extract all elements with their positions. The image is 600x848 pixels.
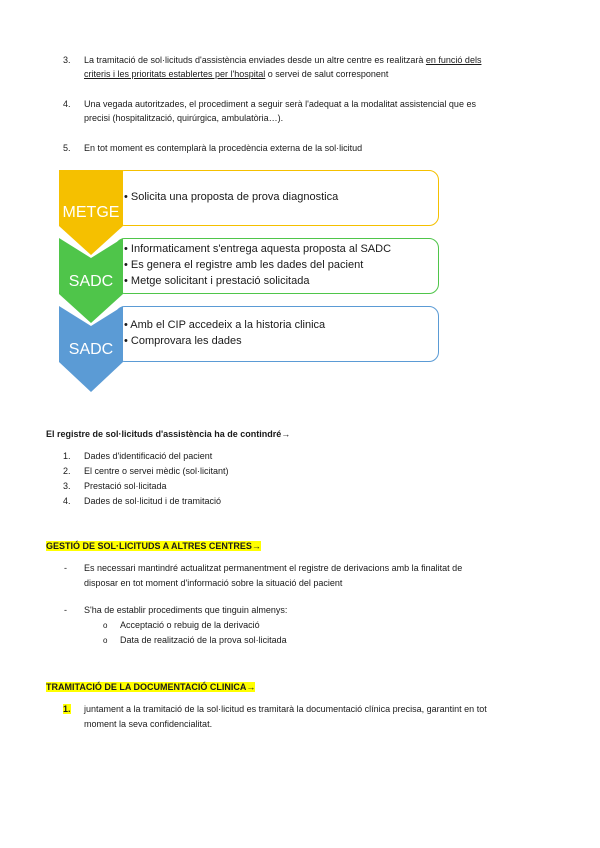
list-item-3-line1: La tramitació de sol·licituds d'assistència enviades desde un altre centre es realitzarà en funció dels: [84, 55, 482, 65]
registre-heading: El registre de sol·licituds d'assistència ha de contindré→: [46, 429, 291, 439]
step-label-sadc-1: SADC: [68, 273, 114, 290]
step-item: • Comprovara les dades: [124, 335, 242, 347]
list-number: 3.: [63, 55, 71, 65]
step-box-metge: [115, 170, 439, 226]
circle-bullet: o: [103, 621, 108, 630]
registre-item: Prestació sol·licitada: [84, 481, 167, 491]
list-number: 4.: [63, 99, 71, 109]
list-item-4-line1: Una vegada autoritzades, el procediment a seguir serà l'adequat a la modalitat assistencial que es: [84, 99, 476, 109]
step-item: • Metge solicitant i prestació solicitada: [124, 275, 310, 287]
registre-item: El centre o servei mèdic (sol·licitant): [84, 466, 229, 476]
step-box-sadc-1: [115, 238, 439, 294]
tramitacio-line2: moment la seva confidencialitat.: [84, 719, 213, 729]
gestio-procediments: S'ha de establir procediments que tinguin almenys:: [84, 605, 288, 615]
step-item: • Es genera el registre amb les dades del pacient: [124, 259, 364, 271]
list-number: 5.: [63, 143, 71, 153]
arrow-right-icon: →: [246, 682, 256, 692]
gestio-text-line1: Es necessari mantindré actualitzat permanentment el registre de derivacions amb la finalitat de: [84, 563, 463, 573]
gestio-sub-item: Acceptació o rebuig de la derivació: [120, 620, 260, 630]
step-label-metge: METGE: [62, 204, 120, 221]
step-item: • Informaticament s'entrega aquesta proposta al SADC: [124, 243, 392, 255]
gestio-sub-item: Data de realització de la prova sol·licitada: [120, 635, 287, 645]
dash-bullet: -: [64, 605, 67, 615]
list-item-5-line1: En tot moment es contemplarà la procedència externa de la sol·licitud: [84, 143, 363, 153]
list-number: 4.: [63, 496, 71, 506]
arrow-right-icon: →: [281, 429, 291, 439]
gestio-text-line2: disposar en tot moment d'informació sobre la situació del pacient: [84, 578, 343, 588]
list-number: 3.: [63, 481, 71, 491]
list-item-4-line2: precisi (hospitalització, quirúrgica, ambulatòria…).: [84, 113, 284, 123]
tramitacio-line1: juntament a la tramitació de la sol·licitud es tramitarà la documentació clínica precisa, garantint en tot: [84, 704, 487, 714]
registre-item: Dades d'identificació del pacient: [84, 451, 213, 461]
step-label-sadc-2: SADC: [68, 341, 114, 358]
list-item-3-line2: criteris i les prioritats establertes per l'hospital o servei de salut corresponent: [84, 69, 389, 79]
tramitacio-heading: TRAMITACIÓ DE LA DOCUMENTACIÓ CLINICA→: [46, 682, 256, 692]
step-item: • Amb el CIP accedeix a la historia clinica: [124, 319, 326, 331]
arrow-right-icon: →: [251, 541, 261, 551]
list-number: 2.: [63, 466, 71, 476]
step-box-sadc-2: [115, 306, 439, 362]
circle-bullet: o: [103, 636, 108, 645]
step-item: • Solicita una proposta de prova diagnostica: [124, 191, 339, 203]
registre-item: Dades de sol·licitud i de tramitació: [84, 496, 222, 506]
dash-bullet: -: [64, 563, 67, 573]
gestio-heading: GESTIÓ DE SOL·LICITUDS A ALTRES CENTRES→: [46, 541, 261, 551]
list-number: 1.: [63, 704, 71, 714]
list-number: 1.: [63, 451, 71, 461]
